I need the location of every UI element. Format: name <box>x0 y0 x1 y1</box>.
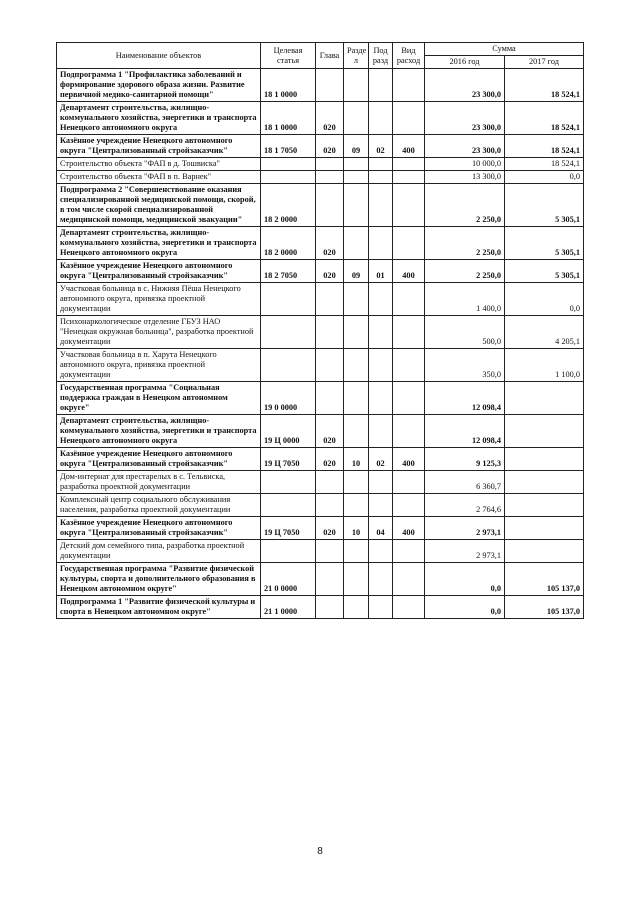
cell-subsection <box>369 283 393 316</box>
cell-expense-type <box>393 184 425 227</box>
cell-expense-type <box>393 494 425 517</box>
cell-2016: 500,0 <box>425 316 505 349</box>
cell-2017: 18 524,1 <box>505 69 584 102</box>
cell-article: 19 Ц 0000 <box>261 415 316 448</box>
cell-2017 <box>505 448 584 471</box>
cell-article: 19 Ц 7050 <box>261 517 316 540</box>
cell-subsection <box>369 316 393 349</box>
cell-name: Подпрограмма 1 "Профилактика заболеваний и формирование здорового образа жизни. Развитие первичной медико-санитарной помощи" <box>57 69 261 102</box>
cell-2016: 10 000,0 <box>425 158 505 171</box>
cell-name: Строительство объекта "ФАП в п. Варнек" <box>57 171 261 184</box>
cell-section <box>344 494 369 517</box>
cell-name: Казённое учреждение Ненецкого автономного округа "Централизованный стройзаказчик" <box>57 135 261 158</box>
table-row <box>57 283 584 316</box>
cell-2016: 2 250,0 <box>425 260 505 283</box>
cell-2017 <box>505 540 584 563</box>
cell-name: Государственная программа "Развитие физической культуры, спорта и дополнительного образования в Ненецком автономном округе" <box>57 563 261 596</box>
cell-2017: 0,0 <box>505 283 584 316</box>
cell-article: 18 1 0000 <box>261 102 316 135</box>
table-row <box>57 494 584 517</box>
cell-article: 21 0 0000 <box>261 563 316 596</box>
cell-section <box>344 415 369 448</box>
table-row <box>57 135 584 158</box>
cell-subsection <box>369 415 393 448</box>
table-row <box>57 316 584 349</box>
cell-subsection <box>369 227 393 260</box>
cell-chapter: 020 <box>316 260 344 283</box>
cell-chapter: 020 <box>316 517 344 540</box>
header-chapter: Глава <box>316 43 344 69</box>
cell-name: Департамент строительства, жилищно-коммунального хозяйства, энергетики и транспорта Ненецкого автономного округа <box>57 227 261 260</box>
cell-name: Психонаркологическое отделение ГБУЗ НАО "Ненецкая окружная больница", разработка проектной документации <box>57 316 261 349</box>
cell-article: 21 1 0000 <box>261 596 316 619</box>
cell-section <box>344 596 369 619</box>
cell-section <box>344 227 369 260</box>
cell-name: Департамент строительства, жилищно-коммунального хозяйства, энергетики и транспорта Ненецкого автономного округа <box>57 102 261 135</box>
cell-2016: 12 098,4 <box>425 415 505 448</box>
cell-subsection <box>369 69 393 102</box>
cell-2016: 2 764,6 <box>425 494 505 517</box>
cell-article: 18 2 0000 <box>261 227 316 260</box>
table-row <box>57 158 584 171</box>
cell-2017: 5 305,1 <box>505 184 584 227</box>
header-row <box>57 43 584 56</box>
cell-name: Подпрограмма 1 "Развитие физической культуры и спорта в Ненецком автономном округе" <box>57 596 261 619</box>
cell-section <box>344 382 369 415</box>
cell-chapter <box>316 158 344 171</box>
cell-subsection <box>369 349 393 382</box>
header-subsection: Под разд <box>369 43 393 69</box>
cell-section <box>344 316 369 349</box>
cell-expense-type <box>393 171 425 184</box>
cell-section <box>344 283 369 316</box>
cell-2017: 5 305,1 <box>505 260 584 283</box>
cell-2016: 2 250,0 <box>425 184 505 227</box>
cell-2016: 2 250,0 <box>425 227 505 260</box>
page-number: 8 <box>317 846 323 857</box>
table-row <box>57 563 584 596</box>
cell-expense-type <box>393 382 425 415</box>
cell-subsection <box>369 102 393 135</box>
cell-2017 <box>505 494 584 517</box>
cell-expense-type: 400 <box>393 517 425 540</box>
cell-section <box>344 563 369 596</box>
cell-2016: 0,0 <box>425 596 505 619</box>
cell-section: 10 <box>344 448 369 471</box>
cell-section: 09 <box>344 135 369 158</box>
cell-subsection <box>369 563 393 596</box>
cell-2017: 0,0 <box>505 171 584 184</box>
cell-expense-type: 400 <box>393 260 425 283</box>
cell-2017: 105 137,0 <box>505 596 584 619</box>
table-row <box>57 448 584 471</box>
cell-chapter <box>316 283 344 316</box>
cell-article <box>261 316 316 349</box>
table-row <box>57 227 584 260</box>
table-row <box>57 596 584 619</box>
cell-expense-type <box>393 316 425 349</box>
cell-2017: 18 524,1 <box>505 135 584 158</box>
cell-section: 09 <box>344 260 369 283</box>
cell-subsection: 02 <box>369 448 393 471</box>
cell-2017: 1 100,0 <box>505 349 584 382</box>
cell-section <box>344 349 369 382</box>
cell-expense-type <box>393 158 425 171</box>
cell-2017 <box>505 471 584 494</box>
cell-name: Строительство объекта "ФАП в д. Тошвиска" <box>57 158 261 171</box>
cell-chapter: 020 <box>316 448 344 471</box>
cell-name: Дом-интернат для престарелых в с. Тельвиска, разработка проектной документации <box>57 471 261 494</box>
cell-2016: 1 400,0 <box>425 283 505 316</box>
cell-2016: 6 360,7 <box>425 471 505 494</box>
header-sum: Сумма <box>425 43 584 56</box>
cell-expense-type <box>393 596 425 619</box>
cell-chapter <box>316 382 344 415</box>
table-row <box>57 540 584 563</box>
cell-expense-type <box>393 563 425 596</box>
table-row <box>57 349 584 382</box>
cell-2016: 23 300,0 <box>425 102 505 135</box>
cell-article: 19 0 0000 <box>261 382 316 415</box>
cell-2017: 5 305,1 <box>505 227 584 260</box>
cell-article <box>261 471 316 494</box>
cell-name: Участковая больница в п. Харута Ненецкого автономного округа, привязка проектной документации <box>57 349 261 382</box>
table-row <box>57 102 584 135</box>
cell-subsection: 04 <box>369 517 393 540</box>
cell-section <box>344 471 369 494</box>
table-row <box>57 184 584 227</box>
cell-subsection: 01 <box>369 260 393 283</box>
cell-2016: 2 973,1 <box>425 540 505 563</box>
cell-2016: 0,0 <box>425 563 505 596</box>
table-row <box>57 171 584 184</box>
cell-chapter <box>316 171 344 184</box>
cell-chapter: 020 <box>316 135 344 158</box>
cell-chapter <box>316 563 344 596</box>
cell-2016: 350,0 <box>425 349 505 382</box>
table-row <box>57 517 584 540</box>
cell-subsection <box>369 596 393 619</box>
header-expense-type: Вид расход <box>393 43 425 69</box>
cell-chapter <box>316 540 344 563</box>
cell-subsection <box>369 494 393 517</box>
cell-chapter <box>316 184 344 227</box>
cell-2017 <box>505 415 584 448</box>
cell-name: Комплексный центр социального обслуживания населения, разработка проектной документации <box>57 494 261 517</box>
table-row <box>57 260 584 283</box>
cell-subsection <box>369 158 393 171</box>
cell-subsection <box>369 540 393 563</box>
cell-article <box>261 283 316 316</box>
cell-article <box>261 540 316 563</box>
cell-article: 18 2 0000 <box>261 184 316 227</box>
cell-2016: 13 300,0 <box>425 171 505 184</box>
table-row <box>57 415 584 448</box>
cell-name: Государственная программа "Социальная поддержка граждан в Ненецком автономном округе" <box>57 382 261 415</box>
cell-name: Казённое учреждение Ненецкого автономного округа "Централизованный стройзаказчик" <box>57 517 261 540</box>
cell-section <box>344 171 369 184</box>
cell-expense-type: 400 <box>393 135 425 158</box>
cell-expense-type <box>393 227 425 260</box>
cell-section <box>344 540 369 563</box>
header-article: Целевая статья <box>261 43 316 69</box>
header-section: Разде л <box>344 43 369 69</box>
cell-subsection <box>369 382 393 415</box>
cell-expense-type <box>393 69 425 102</box>
cell-chapter: 020 <box>316 415 344 448</box>
table-row <box>57 382 584 415</box>
cell-name: Казённое учреждение Ненецкого автономного округа "Централизованный стройзаказчик" <box>57 448 261 471</box>
header-year-2016: 2016 год <box>425 56 505 69</box>
table-row <box>57 471 584 494</box>
cell-2017 <box>505 517 584 540</box>
header-year-2017: 2017 год <box>505 56 584 69</box>
cell-2017: 4 205,1 <box>505 316 584 349</box>
cell-expense-type <box>393 102 425 135</box>
cell-expense-type <box>393 471 425 494</box>
cell-expense-type: 400 <box>393 448 425 471</box>
cell-section: 10 <box>344 517 369 540</box>
cell-article <box>261 171 316 184</box>
cell-subsection <box>369 171 393 184</box>
cell-chapter <box>316 596 344 619</box>
table-body <box>57 69 584 619</box>
cell-2016: 23 300,0 <box>425 69 505 102</box>
cell-chapter: 020 <box>316 227 344 260</box>
cell-article <box>261 349 316 382</box>
cell-section <box>344 102 369 135</box>
table-row <box>57 69 584 102</box>
cell-article <box>261 158 316 171</box>
cell-subsection <box>369 471 393 494</box>
cell-section <box>344 184 369 227</box>
cell-2016: 12 098,4 <box>425 382 505 415</box>
cell-2017: 18 524,1 <box>505 102 584 135</box>
cell-article: 19 Ц 7050 <box>261 448 316 471</box>
cell-chapter <box>316 494 344 517</box>
cell-expense-type <box>393 349 425 382</box>
cell-subsection: 02 <box>369 135 393 158</box>
cell-2017: 105 137,0 <box>505 563 584 596</box>
cell-expense-type <box>393 540 425 563</box>
cell-2017 <box>505 382 584 415</box>
cell-chapter: 020 <box>316 102 344 135</box>
cell-name: Департамент строительства, жилищно-коммунального хозяйства, энергетики и транспорта Ненецкого автономного округа <box>57 415 261 448</box>
cell-chapter <box>316 69 344 102</box>
cell-article: 18 2 7050 <box>261 260 316 283</box>
cell-2016: 2 973,1 <box>425 517 505 540</box>
cell-2017: 18 524,1 <box>505 158 584 171</box>
budget-table <box>56 42 584 619</box>
header-name: Наименование объектов <box>57 43 261 69</box>
cell-expense-type <box>393 415 425 448</box>
cell-2016: 9 125,3 <box>425 448 505 471</box>
cell-expense-type <box>393 283 425 316</box>
cell-subsection <box>369 184 393 227</box>
cell-name: Казённое учреждение Ненецкого автономного округа "Централизованный стройзаказчик" <box>57 260 261 283</box>
cell-name: Подпрограмма 2 "Совершенствование оказания специализированной медицинской помощи, скорой, в том числе скорой специализированной медицинской помощи, медицинской эвакуации" <box>57 184 261 227</box>
table-header <box>57 43 584 69</box>
cell-section <box>344 158 369 171</box>
cell-name: Детский дом семейного типа, разработка проектной документации <box>57 540 261 563</box>
cell-section <box>344 69 369 102</box>
cell-2016: 23 300,0 <box>425 135 505 158</box>
cell-chapter <box>316 471 344 494</box>
cell-article: 18 1 0000 <box>261 69 316 102</box>
cell-chapter <box>316 349 344 382</box>
cell-article <box>261 494 316 517</box>
cell-chapter <box>316 316 344 349</box>
cell-article: 18 1 7050 <box>261 135 316 158</box>
cell-name: Участковая больница в с. Нижняя Пёша Ненецкого автономного округа, привязка проектной документации <box>57 283 261 316</box>
